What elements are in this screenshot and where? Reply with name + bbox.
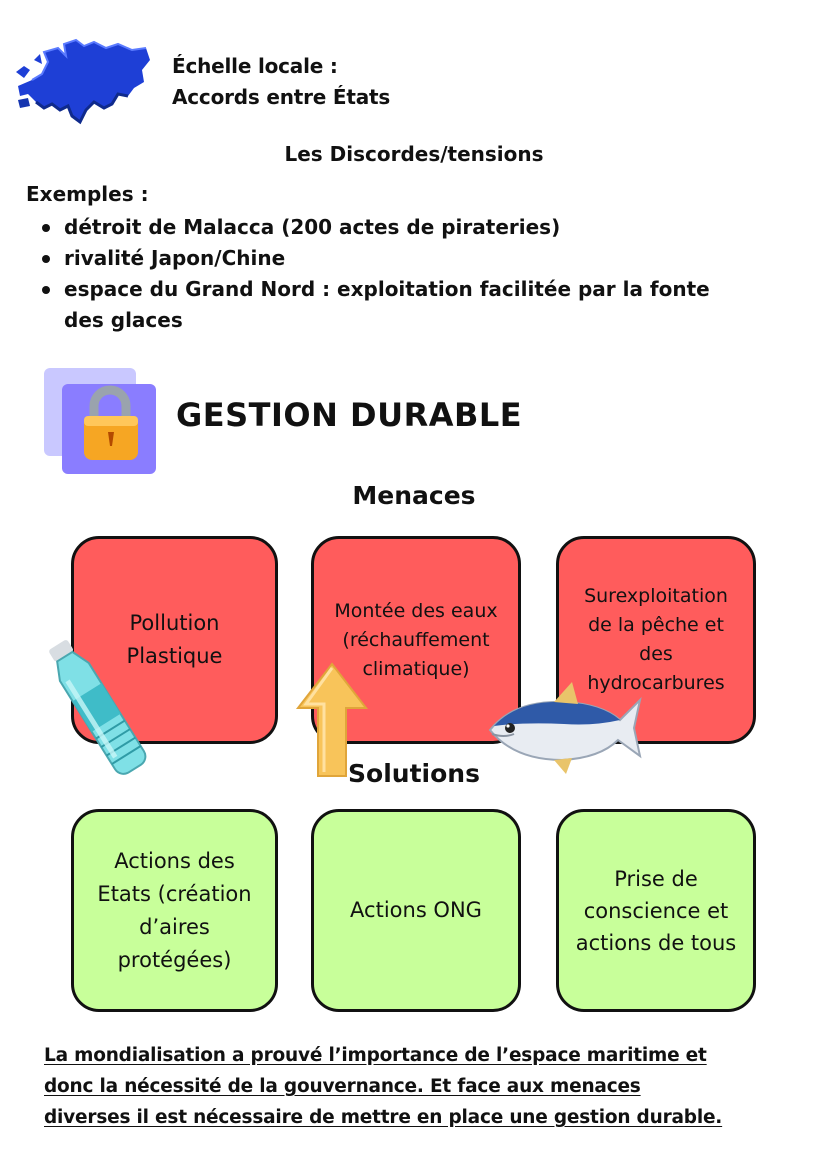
scale-heading-line2: Accords entre États	[172, 85, 391, 109]
europe-map-icon	[14, 36, 154, 126]
list-item: rivalité Japon/Chine	[26, 243, 726, 274]
bullet-icon	[42, 255, 50, 263]
solution-card-awareness: Prise de conscience et actions de tous	[556, 809, 756, 1012]
plastic-bottle-icon	[30, 630, 160, 780]
examples-list	[26, 212, 726, 336]
bullet-icon	[42, 286, 50, 294]
threat-card-overexploitation: Surexploitation de la pêche et des hydrocarbures	[556, 536, 756, 744]
threat-card-pollution: Pollution Plastique	[71, 536, 278, 744]
solution-card-states: Actions des Etats (création d’aires protégées)	[71, 809, 278, 1012]
scale-heading-line1: Échelle locale :	[172, 54, 338, 78]
conclusion-paragraph: La mondialisation a prouvé l’importance de l’espace maritime et donc la nécessité de la gouvernance. Et face aux menaces diverses il est nécessaire de mettre en place une gestion durable.	[44, 1045, 723, 1128]
gestion-durable-title: GESTION DURABLE	[176, 396, 523, 434]
solution-card-ngo: Actions ONG	[311, 809, 521, 1012]
examples-label: Exemples :	[26, 182, 149, 206]
padlock-icon	[40, 366, 160, 476]
discordes-title: Les Discordes/tensions	[284, 142, 544, 166]
bullet-icon	[42, 224, 50, 232]
solutions-title: Solutions	[348, 759, 480, 788]
threat-card-sea-level: Montée des eaux (réchauffement climatique)	[311, 536, 521, 744]
list-item: espace du Grand Nord : exploitation facilitée par la fonte des glaces	[26, 274, 726, 336]
list-item: détroit de Malacca (200 actes de pirateries)	[26, 212, 726, 243]
menaces-title: Menaces	[352, 481, 476, 510]
